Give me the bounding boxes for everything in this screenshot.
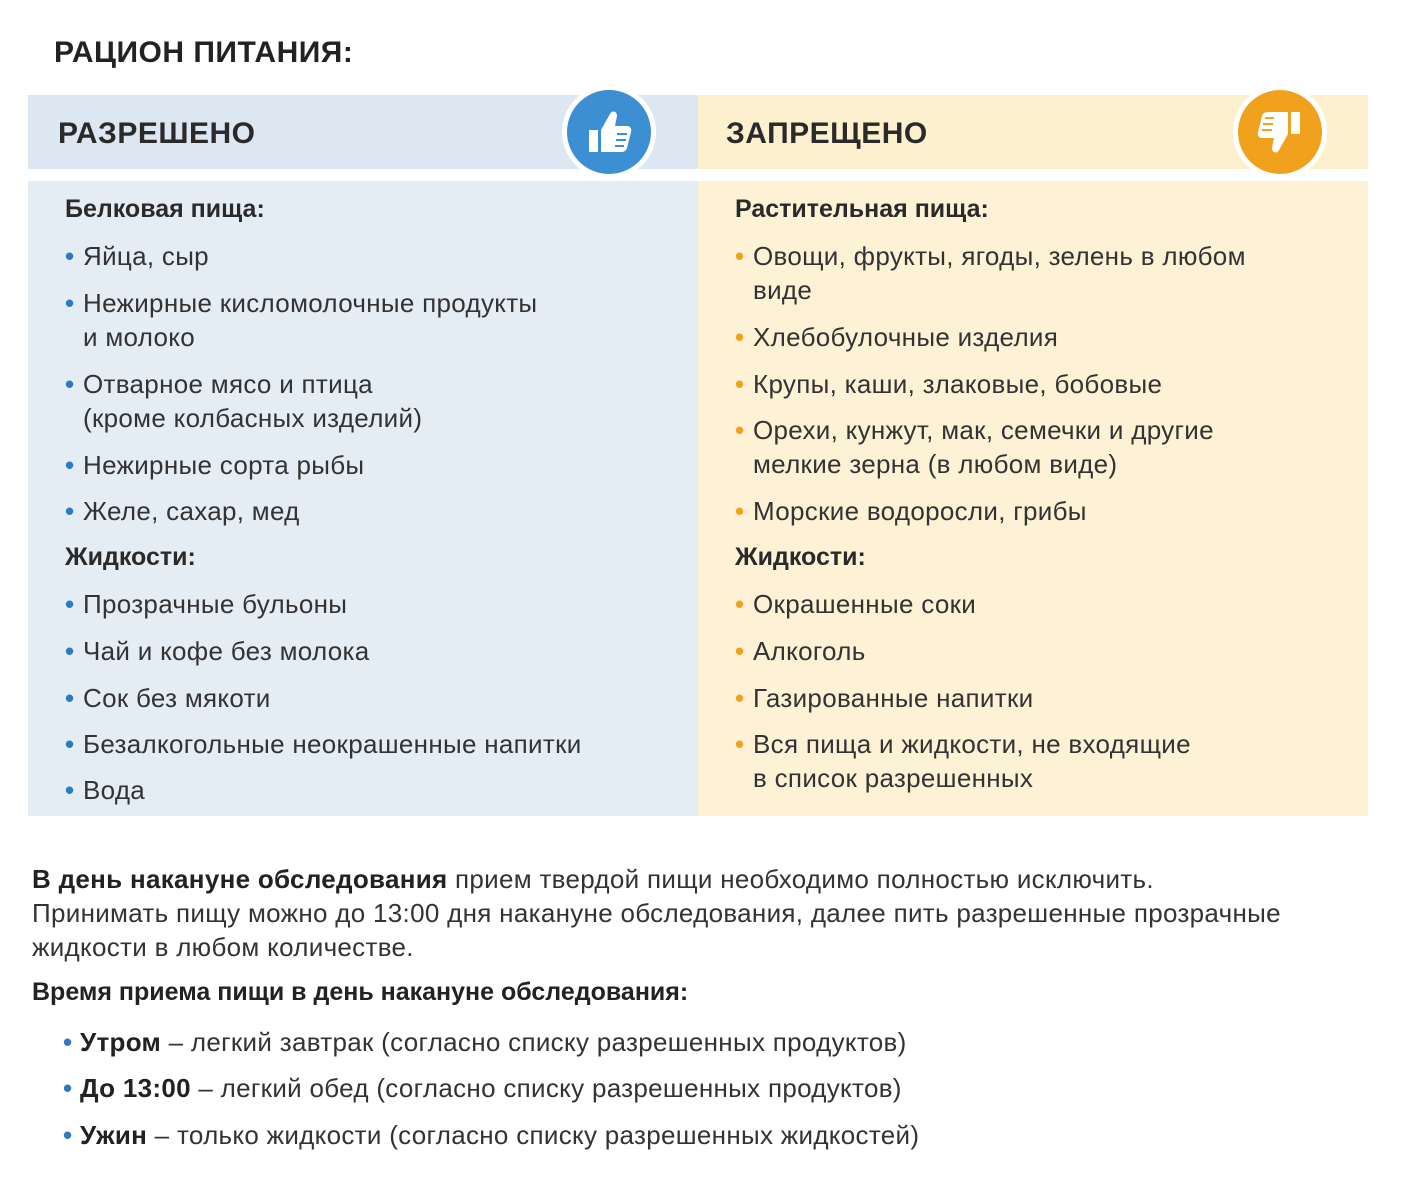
list-item: • Прозрачные бульоны [65, 589, 348, 619]
note-bold: В день накануне обследования [32, 864, 448, 894]
allowed-header [28, 95, 698, 169]
list-item: • Чай и кофе без молока [65, 636, 370, 666]
forbidden-header [698, 95, 1368, 169]
allowed-header-label: РАЗРЕШЕНО [58, 117, 256, 150]
list-item: • Яйца, сыр [65, 241, 209, 271]
list-item: • Сок без мякоти [65, 683, 271, 713]
list-item: • Нежирные кисломолочные продукты и молоко [65, 288, 538, 352]
liquids-title: Жидкости: [65, 543, 196, 571]
schedule-item: • Утром – легкий завтрак (согласно списку разрешенных продуктов) [63, 1027, 907, 1057]
list-item: • Орехи, кунжут, мак, семечки и другие мелкие зерна (в любом виде) [735, 415, 1214, 479]
list-item: • Овощи, фрукты, ягоды, зелень в любом виде [735, 241, 1246, 305]
protein-title: Белковая пища: [65, 195, 265, 223]
note-rest: прием твердой пищи необходимо полностью исключить. [447, 864, 1154, 894]
list-item: • Отварное мясо и птица (кроме колбасных изделий) [65, 369, 423, 433]
schedule-item: • До 13:00 – легкий обед (согласно списку разрешенных продуктов) [63, 1073, 902, 1103]
forbidden-panel [698, 181, 1368, 816]
page-title: РАЦИОН ПИТАНИЯ: [54, 36, 354, 69]
thumbs-up-icon [562, 85, 656, 179]
forbidden-header-label: ЗАПРЕЩЕНО [726, 117, 928, 150]
list-item: • Безалкогольные неокрашенные напитки [65, 729, 582, 759]
list-item: • Окрашенные соки [735, 589, 977, 619]
schedule-item: • Ужин – только жидкости (согласно списку разрешенных жидкостей) [63, 1120, 920, 1150]
list-item: • Вода [65, 775, 146, 805]
note-line2: Принимать пищу можно до 13:00 дня накануне обследования, далее пить разрешенные прозрачные жидкости в любом количестве. [32, 898, 1281, 962]
plant-title: Растительная пища: [735, 195, 989, 223]
list-item: • Желе, сахар, мед [65, 496, 300, 526]
exam-day-note [32, 862, 1392, 964]
thumbs-down-icon [1233, 85, 1327, 179]
list-item: • Алкоголь [735, 636, 866, 666]
list-item: • Крупы, каши, злаковые, бобовые [735, 369, 1163, 399]
list-item: • Газированные напитки [735, 683, 1034, 713]
list-item: • Вся пища и жидкости, не входящие в список разрешенных [735, 729, 1191, 793]
list-item: • Морские водоросли, грибы [735, 496, 1087, 526]
liquids-title: Жидкости: [735, 543, 866, 571]
list-item: • Нежирные сорта рыбы [65, 450, 365, 480]
list-item: • Хлебобулочные изделия [735, 322, 1059, 352]
allowed-panel [28, 181, 698, 816]
schedule-title: Время приема пищи в день накануне обследования: [32, 978, 689, 1006]
